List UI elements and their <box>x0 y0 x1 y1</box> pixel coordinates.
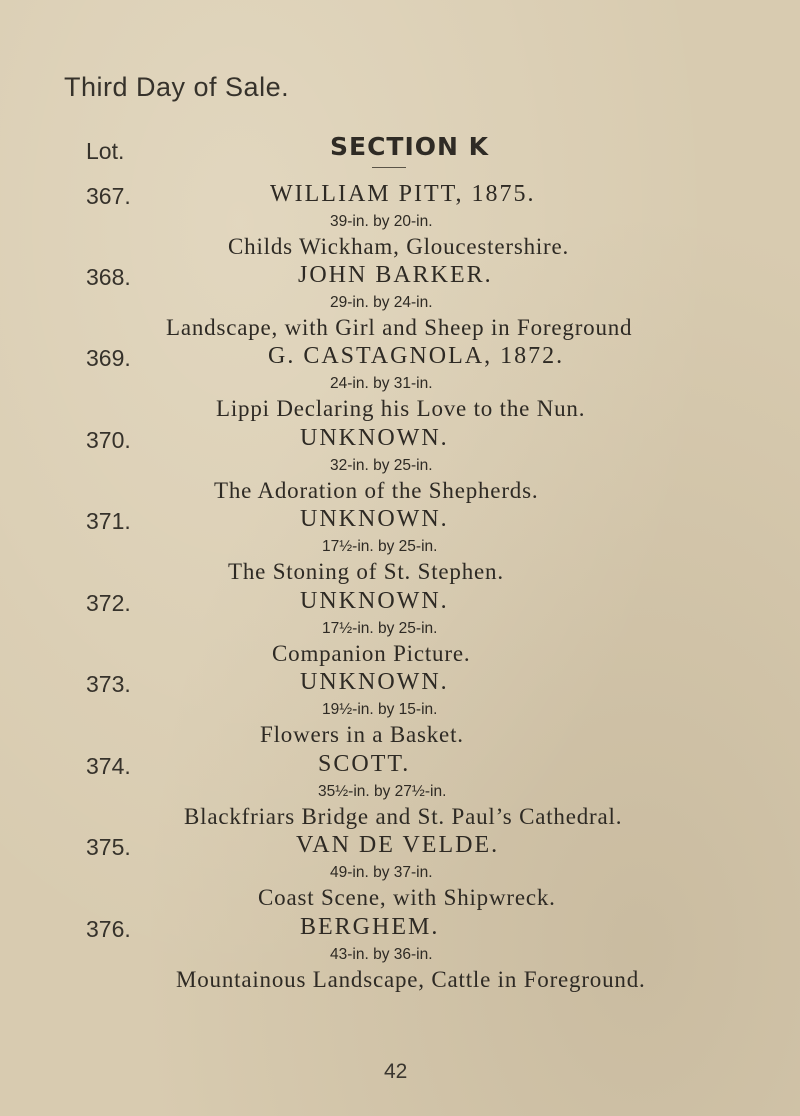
dimensions: 24-in. by 31-in. <box>330 375 433 392</box>
painting-title: Childs Wickham, Gloucestershire. <box>228 234 570 259</box>
dimensions: 17½-in. by 25-in. <box>322 538 438 555</box>
painting-title: The Adoration of the Shepherds. <box>214 478 539 503</box>
lot-number: 373. <box>86 671 131 697</box>
dimensions: 39-in. by 20-in. <box>330 213 433 230</box>
painting-title: Coast Scene, with Shipwreck. <box>258 885 556 910</box>
painting-title: Flowers in a Basket. <box>260 722 464 747</box>
lot-number: 371. <box>86 508 131 534</box>
painting-title: The Stoning of St. Stephen. <box>228 559 504 584</box>
lot-number: 368. <box>86 264 131 290</box>
lot-number: 367. <box>86 183 131 209</box>
painting-title: Lippi Declaring his Love to the Nun. <box>216 396 586 421</box>
lot-number: 369. <box>86 345 131 371</box>
lot-number: 375. <box>86 834 131 860</box>
dimensions: 29-in. by 24-in. <box>330 294 433 311</box>
dimensions: 17½-in. by 25-in. <box>322 620 438 637</box>
artist-name: VAN DE VELDE. <box>296 832 500 858</box>
painting-title: Blackfriars Bridge and St. Paul’s Cathedral. <box>184 804 623 829</box>
page-header: Third Day of Sale. <box>64 72 290 102</box>
artist-name: SCOTT. <box>318 751 411 777</box>
dimensions: 35½-in. by 27½-in. <box>318 783 447 800</box>
page-number: 42 <box>384 1060 408 1083</box>
artist-name: UNKNOWN. <box>300 425 449 451</box>
dimensions: 32-in. by 25-in. <box>330 457 433 474</box>
artist-name: UNKNOWN. <box>300 506 449 532</box>
lot-number: 372. <box>86 590 131 616</box>
artist-name: UNKNOWN. <box>300 669 449 695</box>
lot-number: 376. <box>86 916 131 942</box>
painting-title: Companion Picture. <box>272 641 471 666</box>
artist-name: JOHN BARKER. <box>298 262 493 288</box>
artist-name: BERGHEM. <box>300 914 440 940</box>
painting-title: Landscape, with Girl and Sheep in Foreground <box>166 315 633 340</box>
section-title: SECTION K <box>330 132 490 161</box>
dimensions: 49-in. by 37-in. <box>330 864 433 881</box>
artist-name: WILLIAM PITT, 1875. <box>270 181 536 207</box>
artist-name: UNKNOWN. <box>300 588 449 614</box>
lot-number: 370. <box>86 427 131 453</box>
painting-title: Mountainous Landscape, Cattle in Foreground. <box>176 967 646 992</box>
lot-column-label: Lot. <box>86 138 125 164</box>
section-underline <box>372 167 406 168</box>
dimensions: 43-in. by 36-in. <box>330 946 433 963</box>
lot-number: 374. <box>86 753 131 779</box>
dimensions: 19½-in. by 15-in. <box>322 701 438 718</box>
artist-name: G. CASTAGNOLA, 1872. <box>268 343 565 369</box>
